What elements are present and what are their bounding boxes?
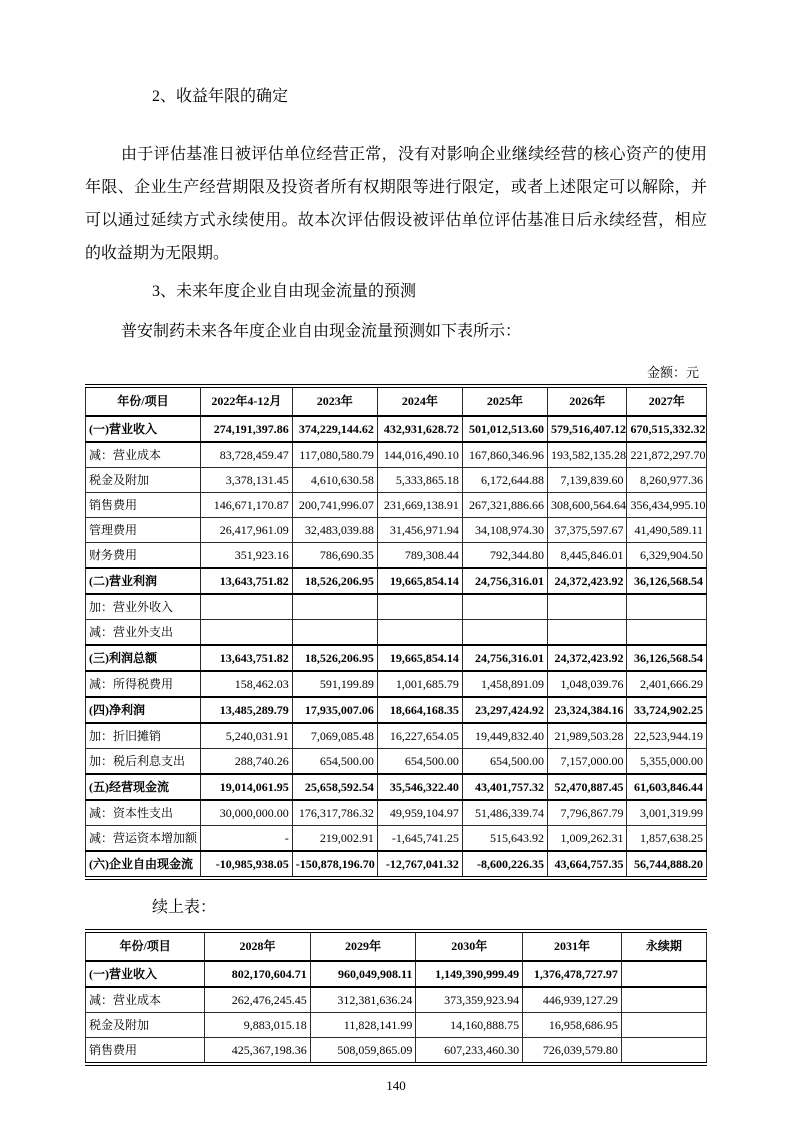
value-cell [621, 1013, 706, 1038]
value-cell: 274,191,397.86 [200, 416, 292, 442]
value-cell [547, 594, 626, 620]
row-label-cell: 加：税后利息支出 [86, 749, 201, 775]
value-cell: 670,515,332.32 [627, 416, 707, 442]
value-cell: 37,375,597.67 [547, 518, 626, 543]
table-row [86, 1038, 707, 1065]
continued-table-note: 续上表： [152, 899, 217, 916]
value-cell [621, 987, 706, 1013]
value-cell: 25,658,592.54 [292, 774, 377, 800]
value-cell: 7,139,839.60 [547, 468, 626, 493]
income-period-paragraph: 由于评估基准日被评估单位经营正常，没有对影响企业继续经营的核心资产的使用年限、企业生产经营期限及投资者所有权期限等进行限定，或者上述限定可以解除，并可以通过延续方式永续使用。故本次评估假设被评估单位评估基准日后永续经营，相应的收益期为无限期。 [85, 146, 707, 262]
value-cell: 200,741,996.07 [292, 493, 377, 518]
value-cell: 19,665,854.14 [377, 568, 462, 594]
value-cell: 221,872,297.70 [627, 442, 707, 468]
value-cell: 373,359,923.94 [416, 987, 523, 1013]
table2-body [86, 961, 707, 1064]
value-cell: 1,009,262.31 [547, 826, 626, 852]
value-cell: 579,516,407.12 [547, 416, 626, 442]
row-label-cell: (一)营业收入 [86, 416, 201, 442]
value-cell: 43,664,757.35 [547, 851, 626, 878]
table-row [86, 518, 707, 543]
value-cell: 193,582,135.28 [547, 442, 626, 468]
year-column-header: 2025年 [462, 386, 547, 416]
row-label-cell: 减：资本性支出 [86, 800, 201, 826]
value-cell: 654,500.00 [292, 749, 377, 775]
row-label-column-header: 年份/项目 [86, 931, 205, 961]
value-cell: 262,476,245.45 [205, 987, 311, 1013]
row-label-cell: 减：营业成本 [86, 987, 205, 1013]
value-cell: 43,401,757.32 [462, 774, 547, 800]
value-cell: 19,665,854.14 [377, 645, 462, 671]
value-cell: 167,860,346.96 [462, 442, 547, 468]
table-row [86, 851, 707, 878]
year-column-header: 2027年 [627, 386, 707, 416]
value-cell: 13,643,751.82 [200, 645, 292, 671]
value-cell: 31,456,971.94 [377, 518, 462, 543]
value-cell: 18,526,206.95 [292, 645, 377, 671]
value-cell: 288,740.26 [200, 749, 292, 775]
value-cell: 6,172,644.88 [462, 468, 547, 493]
value-cell: 792,344.80 [462, 543, 547, 569]
row-label-cell: (四)净利润 [86, 697, 201, 723]
value-cell [292, 620, 377, 646]
year-column-header: 2030年 [416, 931, 523, 961]
year-column-header: 2029年 [310, 931, 416, 961]
row-label-cell: 销售费用 [86, 493, 201, 518]
value-cell [377, 594, 462, 620]
value-cell: 654,500.00 [377, 749, 462, 775]
section-heading-cashflow-forecast: 3、未来年度企业自由现金流量的预测 [152, 283, 417, 300]
value-cell: 789,308.44 [377, 543, 462, 569]
table-row [86, 493, 707, 518]
table-row [86, 568, 707, 594]
value-cell: 231,669,138.91 [377, 493, 462, 518]
row-label-cell: (三)利润总额 [86, 645, 201, 671]
table-row [86, 1013, 707, 1038]
page-number: 140 [386, 1078, 406, 1093]
value-cell [627, 594, 707, 620]
year-column-header: 2026年 [547, 386, 626, 416]
table2-header [86, 931, 707, 961]
value-cell: 446,939,127.29 [523, 987, 622, 1013]
table-header-row [86, 386, 707, 416]
year-column-header: 2022年4-12月 [200, 386, 292, 416]
value-cell: 591,199.89 [292, 671, 377, 697]
table-row [86, 645, 707, 671]
table-row [86, 749, 707, 775]
value-cell: 267,321,886.66 [462, 493, 547, 518]
table-row [86, 594, 707, 620]
value-cell: 19,449,832.40 [462, 723, 547, 749]
value-cell: 2,401,666.29 [627, 671, 707, 697]
value-cell: 351,923.16 [200, 543, 292, 569]
value-cell: 11,828,141.99 [310, 1013, 416, 1038]
value-cell: 5,333,865.18 [377, 468, 462, 493]
value-cell: 24,756,316.01 [462, 568, 547, 594]
row-label-cell: (一)营业收入 [86, 961, 205, 987]
value-cell: 61,603,846.44 [627, 774, 707, 800]
value-cell: 26,417,961.09 [200, 518, 292, 543]
row-label-cell: 减：营运资本增加额 [86, 826, 201, 852]
value-cell: 41,490,589.11 [627, 518, 707, 543]
value-cell: 144,016,490.10 [377, 442, 462, 468]
value-cell: 176,317,786.32 [292, 800, 377, 826]
value-cell: 1,857,638.25 [627, 826, 707, 852]
value-cell: 1,458,891.09 [462, 671, 547, 697]
value-cell: -12,767,041.32 [377, 851, 462, 878]
value-cell: 3,001,319.99 [627, 800, 707, 826]
value-cell: 1,001,685.79 [377, 671, 462, 697]
value-cell: 21,989,503.28 [547, 723, 626, 749]
value-cell: 654,500.00 [462, 749, 547, 775]
value-cell [547, 620, 626, 646]
row-label-cell: 减：营业成本 [86, 442, 201, 468]
value-cell: 508,059,865.09 [310, 1038, 416, 1065]
row-label-cell: 管理费用 [86, 518, 201, 543]
value-cell: 22,523,944.19 [627, 723, 707, 749]
value-cell: 13,485,289.79 [200, 697, 292, 723]
value-cell: 1,048,039.76 [547, 671, 626, 697]
value-cell [462, 594, 547, 620]
table-row [86, 416, 707, 442]
value-cell: 312,381,636.24 [310, 987, 416, 1013]
value-cell: 49,959,104.97 [377, 800, 462, 826]
value-cell [200, 620, 292, 646]
value-cell: 501,012,513.60 [462, 416, 547, 442]
table-header-row [86, 931, 707, 961]
value-cell: 18,526,206.95 [292, 568, 377, 594]
value-cell [621, 1038, 706, 1065]
table-row [86, 800, 707, 826]
value-cell: 607,233,460.30 [416, 1038, 523, 1065]
value-cell [627, 620, 707, 646]
value-cell: 726,039,579.80 [523, 1038, 622, 1065]
value-cell [200, 594, 292, 620]
value-cell: -1,645,741.25 [377, 826, 462, 852]
value-cell: 33,724,902.25 [627, 697, 707, 723]
value-cell [292, 594, 377, 620]
value-cell: 51,486,339.74 [462, 800, 547, 826]
row-label-cell: 减：所得税费用 [86, 671, 201, 697]
value-cell: 24,756,316.01 [462, 645, 547, 671]
value-cell: 35,546,322.40 [377, 774, 462, 800]
value-cell: 17,935,007.06 [292, 697, 377, 723]
value-cell: 117,080,580.79 [292, 442, 377, 468]
value-cell: 36,126,568.54 [627, 645, 707, 671]
value-cell: 24,372,423.92 [547, 568, 626, 594]
value-cell: 23,324,384.16 [547, 697, 626, 723]
value-cell: 5,355,000.00 [627, 749, 707, 775]
value-cell: - [200, 826, 292, 852]
value-cell: 52,470,887.45 [547, 774, 626, 800]
table-row [86, 442, 707, 468]
value-cell: 374,229,144.62 [292, 416, 377, 442]
value-cell: 19,014,061.95 [200, 774, 292, 800]
row-label-cell: 加：营业外收入 [86, 594, 201, 620]
table1-header [86, 386, 707, 416]
value-cell: 9,883,015.18 [205, 1013, 311, 1038]
value-cell: 83,728,459.47 [200, 442, 292, 468]
row-label-cell: 销售费用 [86, 1038, 205, 1065]
value-cell: 24,372,423.92 [547, 645, 626, 671]
value-cell: -8,600,226.35 [462, 851, 547, 878]
value-cell: 7,069,085.48 [292, 723, 377, 749]
row-label-column-header: 年份/项目 [86, 386, 201, 416]
table-row [86, 671, 707, 697]
value-cell [621, 961, 706, 987]
value-cell: 425,367,198.36 [205, 1038, 311, 1065]
table1-body [86, 416, 707, 878]
row-label-cell: (五)经营现金流 [86, 774, 201, 800]
year-column-header: 2031年 [523, 931, 622, 961]
value-cell: 146,671,170.87 [200, 493, 292, 518]
value-cell: 308,600,564.64 [547, 493, 626, 518]
table-row [86, 961, 707, 987]
table-row [86, 723, 707, 749]
year-column-header: 2028年 [205, 931, 311, 961]
table-row [86, 774, 707, 800]
value-cell: 32,483,039.88 [292, 518, 377, 543]
cashflow-forecast-table-2028-perpetual [85, 929, 707, 1066]
value-cell: 14,160,888.75 [416, 1013, 523, 1038]
table-row [86, 826, 707, 852]
section-heading-income-period: 2、收益年限的确定 [152, 88, 289, 105]
row-label-cell: 税金及附加 [86, 468, 201, 493]
year-column-header: 永续期 [621, 931, 706, 961]
value-cell: 356,434,995.10 [627, 493, 707, 518]
table-row [86, 620, 707, 646]
year-column-header: 2024年 [377, 386, 462, 416]
year-column-header: 2023年 [292, 386, 377, 416]
value-cell: 18,664,168.35 [377, 697, 462, 723]
cashflow-forecast-table-2022-2027 [85, 384, 707, 880]
cashflow-table-intro: 普安制药未来各年度企业自由现金流量预测如下表所示： [121, 323, 522, 340]
table-row [86, 543, 707, 569]
value-cell: 7,796,867.79 [547, 800, 626, 826]
value-cell: 6,329,904.50 [627, 543, 707, 569]
row-label-cell: 财务费用 [86, 543, 201, 569]
value-cell: 16,227,654.05 [377, 723, 462, 749]
value-cell: 4,610,630.58 [292, 468, 377, 493]
table-row [86, 987, 707, 1013]
value-cell: 432,931,628.72 [377, 416, 462, 442]
value-cell: 36,126,568.54 [627, 568, 707, 594]
row-label-cell: 税金及附加 [86, 1013, 205, 1038]
value-cell: -150,878,196.70 [292, 851, 377, 878]
value-cell: 158,462.03 [200, 671, 292, 697]
value-cell: 56,744,888.20 [627, 851, 707, 878]
value-cell: 8,260,977.36 [627, 468, 707, 493]
value-cell: 13,643,751.82 [200, 568, 292, 594]
value-cell: 515,643.92 [462, 826, 547, 852]
value-cell: 786,690.35 [292, 543, 377, 569]
value-cell: 7,157,000.00 [547, 749, 626, 775]
value-cell: 802,170,604.71 [205, 961, 311, 987]
value-cell: 30,000,000.00 [200, 800, 292, 826]
row-label-cell: (六)企业自由现金流 [86, 851, 201, 878]
value-cell: 3,378,131.45 [200, 468, 292, 493]
value-cell: 23,297,424.92 [462, 697, 547, 723]
row-label-cell: (二)营业利润 [86, 568, 201, 594]
table-row [86, 697, 707, 723]
value-cell: 219,002.91 [292, 826, 377, 852]
row-label-cell: 加：折旧摊销 [86, 723, 201, 749]
value-cell: 1,376,478,727.97 [523, 961, 622, 987]
row-label-cell: 减：营业外支出 [86, 620, 201, 646]
value-cell: 16,958,686.95 [523, 1013, 622, 1038]
value-cell: 34,108,974.30 [462, 518, 547, 543]
table-row [86, 468, 707, 493]
value-cell: 960,049,908.11 [310, 961, 416, 987]
value-cell: 8,445,846.01 [547, 543, 626, 569]
value-cell [377, 620, 462, 646]
value-cell: 1,149,390,999.49 [416, 961, 523, 987]
value-cell: -10,985,938.05 [200, 851, 292, 878]
value-cell: 5,240,031.91 [200, 723, 292, 749]
value-cell [462, 620, 547, 646]
amount-unit-note: 金额：元 [646, 365, 699, 380]
